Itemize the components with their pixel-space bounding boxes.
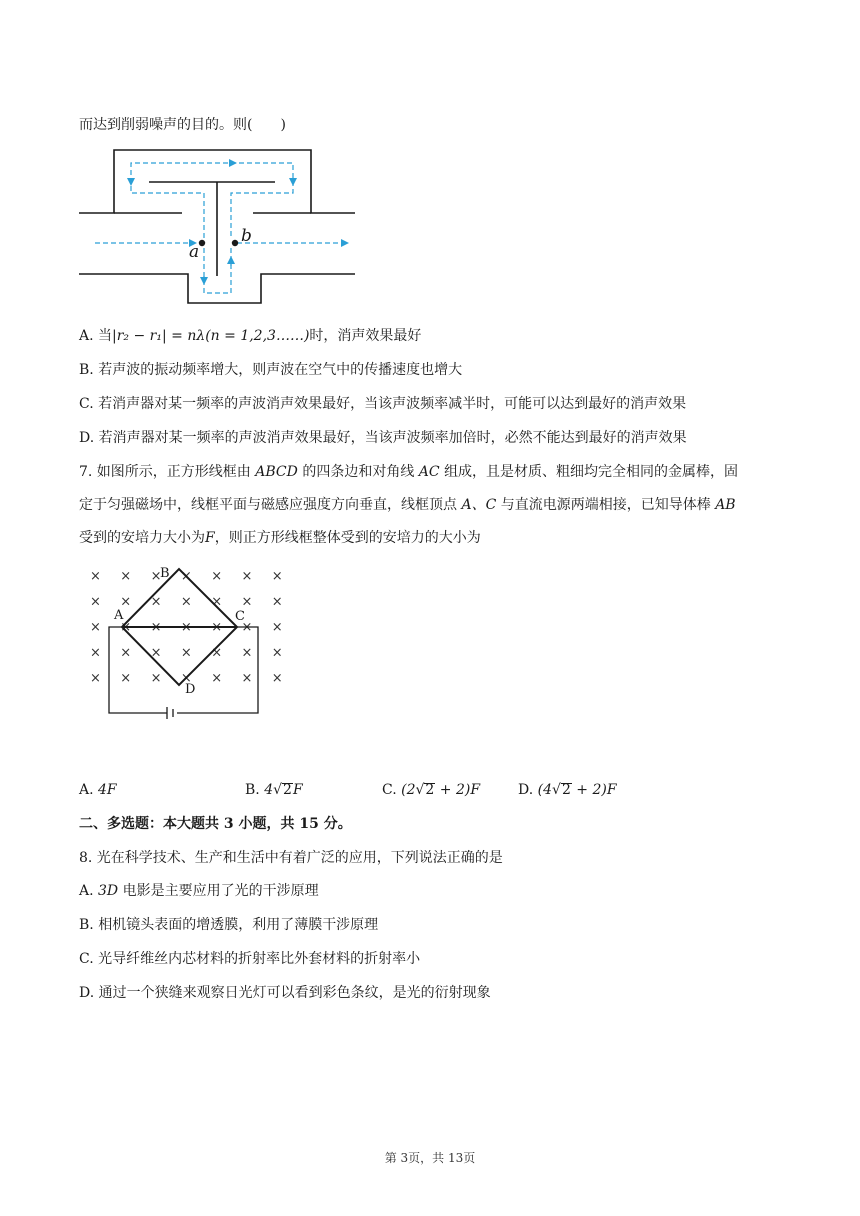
q8-option-a: A. 3D 电影是主要应用了光的干涉原理 xyxy=(79,883,319,899)
page-footer: 第 3页，共 13页 xyxy=(384,1151,476,1165)
section-heading: 二、多选题：本大题共 3 小题，共 15 分。 xyxy=(79,816,352,832)
field-cross: × xyxy=(120,594,132,610)
point-b-label: b xyxy=(241,226,252,246)
q7-option-a: A. 4F xyxy=(79,782,117,798)
field-cross: × xyxy=(180,645,192,661)
field-cross: × xyxy=(150,569,162,584)
q7-option-b: B. 4√2F xyxy=(245,782,303,798)
field-cross: × xyxy=(241,671,253,686)
field-cross: × xyxy=(211,620,223,635)
field-cross: × xyxy=(90,645,101,661)
q6-option-a: A. 当|r₂ − r₁| = nλ(n = 1,2,3……)时，消声效果最好 xyxy=(79,328,422,344)
field-cross: × xyxy=(150,645,162,661)
field-cross: × xyxy=(211,645,223,661)
q8-option-d: D. 通过一个狭缝来观察日光灯可以看到彩色条纹，是光的衍射现象 xyxy=(79,985,491,1001)
q6-option-b: B. 若声波的振动频率增大，则声波在空气中的传播速度也增大 xyxy=(79,362,463,378)
field-cross: × xyxy=(90,620,101,635)
q7-option-c: C. (2√2 + 2)F xyxy=(382,782,481,798)
field-cross: × xyxy=(180,620,192,635)
q7-stem-line2: 定于匀强磁场中，线框平面与磁感应强度方向垂直，线框顶点 A、C 与直流电源两端相接，已知导体棒 AB xyxy=(79,497,736,513)
q8-option-b: B. 相机镜头表面的增透膜，利用了薄膜干涉原理 xyxy=(79,917,379,933)
field-cross: × xyxy=(120,569,132,584)
field-cross: × xyxy=(180,671,192,686)
field-cross: × xyxy=(271,594,283,610)
field-cross: × xyxy=(211,671,223,686)
q8-option-c: C. 光导纤维丝内芯材料的折射率比外套材料的折射率小 xyxy=(79,951,421,967)
q6-stem-tail: 而达到削弱噪声的目的。则( ) xyxy=(79,117,286,133)
q7-stem-line3: 受到的安培力大小为F，则正方形线框整体受到的安培力的大小为 xyxy=(79,530,481,546)
field-cross: × xyxy=(120,620,132,635)
q6-option-c: C. 若消声器对某一频率的声波消声效果最好，当该声波频率减半时，可能可以达到最好的消声效果 xyxy=(79,396,687,412)
field-cross: × xyxy=(180,594,192,610)
field-cross: × xyxy=(90,594,101,610)
q7-stem-line1: 7. 如图所示，正方形线框由 ABCD 的四条边和对角线 AC 组成，且是材质、粗细均完全相同的金属棒，固 xyxy=(79,464,739,480)
field-cross: × xyxy=(120,645,132,661)
field-cross: × xyxy=(211,569,223,584)
muffler-diagram xyxy=(79,148,359,308)
field-cross: × xyxy=(90,569,101,584)
vertex-c-label: C xyxy=(235,609,245,624)
field-cross: × xyxy=(180,569,192,584)
q7-option-d: D. (4√2 + 2)F xyxy=(518,782,617,798)
point-a-label: a xyxy=(189,242,200,262)
vertex-d-label: D xyxy=(185,682,196,697)
field-cross: × xyxy=(150,671,162,686)
field-cross: × xyxy=(150,594,162,610)
field-cross: × xyxy=(241,594,253,610)
field-cross: × xyxy=(241,569,253,584)
vertex-a-label: A xyxy=(114,608,124,623)
field-cross: × xyxy=(271,671,283,686)
q8-stem: 8. 光在科学技术、生产和生活中有着广泛的应用，下列说法正确的是 xyxy=(79,850,503,866)
field-cross: × xyxy=(90,671,101,686)
field-cross: × xyxy=(241,645,253,661)
field-cross: × xyxy=(211,594,223,610)
field-cross: × xyxy=(150,620,162,635)
vertex-b-label: B xyxy=(160,566,170,581)
field-cross: × xyxy=(271,569,283,584)
field-cross: × xyxy=(271,620,283,635)
q6-option-d: D. 若消声器对某一频率的声波消声效果最好，当该声波频率加倍时，必然不能达到最好的消声效果 xyxy=(79,430,687,446)
field-cross: × xyxy=(120,671,132,686)
field-cross: × xyxy=(271,645,283,661)
field-cross: × xyxy=(241,620,253,635)
square-frame-diagram xyxy=(85,563,290,725)
